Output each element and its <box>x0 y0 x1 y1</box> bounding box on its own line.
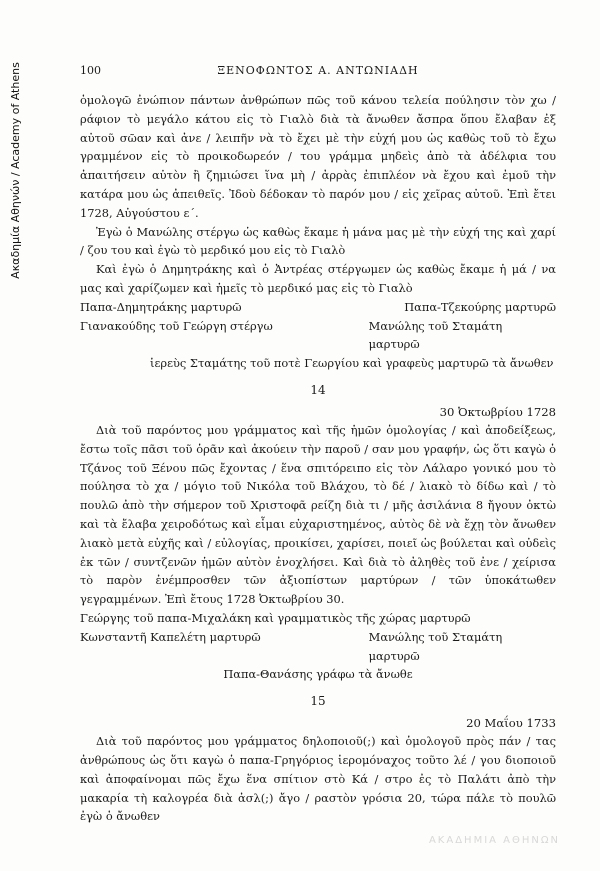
doc14-signatures-row <box>80 628 556 666</box>
doc13-signature: Παπα-Τζεκούρης μαρτυρῶ <box>404 299 556 314</box>
doc13-signature: Μανώλης τοῦ Σταμάτη μαρτυρῶ <box>368 318 503 352</box>
doc15-number: 15 <box>310 694 326 709</box>
doc13-signature: ἱερεὺς Σταμάτης τοῦ ποτὲ Γεωργίου καὶ γραφεὺς μαρτυρῶ τὰ ἄνωθεν <box>150 356 554 371</box>
page-number: 100 <box>80 64 101 77</box>
doc15-paragraph-1: Διὰ τοῦ παρόντος μου γράμματος δηλοποιοῦ(;) καὶ ὁμολογοῦ πρὸς πάν / τας ἀνθρώπους ὡς ὅτι καγὼ ὁ παπα-Γρηγόριος ἱερομόναχος τοῦτο λέ / γου διοποιοῦ καὶ ἀποφαίνομαι πῶς ἔχω ἕνα σπίτιον στὸ Κά / στρο ἐς τὸ Παλάτι ἀπὸ τὴν μακαρία τὴ καλογρέα διὰ ἀσλ(;) ἄγο / ραστὸν γρόσια 20, τώρα πάλε τὸ πουλῶ ἐγὼ ὁ ἄνωθεν <box>80 734 556 824</box>
archive-sidebar-label: Ακαδημία Αθηνών / Academy of Athens <box>8 61 22 279</box>
doc14-signature: Παπα-Θανάσης γράφω τὰ ἄνωθε <box>223 667 413 682</box>
doc14-paragraph-1: Διὰ τοῦ παρόντος μου γράμματος καὶ τῆς ἡμῶν ὁμολογίας / καὶ ἀποδείξεως, ἔστω τοῖς πᾶσι τοῦ ὁρᾶν καὶ ἀκούειν τὴν παροῦ / σαν μου γραφήν, ὡς ὅτι καγὼ ὁ Τζάνος τοῦ Ξένου πῶς ἔχοντας / ἕνα σπιτόρειπο εἰς τὸν Λάλαρο γονικό μου τὸ πούλησα τὸ χα / μόγιο τοῦ Νικόλα τοῦ Βλάχου, τὸ δέ / λιακὸ τὸ δίδω καὶ / τὸ πουλῶ ἀπὸ τὴν σήμερον τοῦ Χριστοφᾶ ρείζη διὰ τι / μῆς ἀσιλάνια 8 ἤγουν ὀκτὼ καὶ τὰ ἔλαβα χειροδότως καὶ εἶμαι εὐχαριστημένος, αὐτὸς δὲ νὰ ἔχῃ τὸν ἄνωθεν λιακὸ μετὰ εὐχῆς καὶ / εὐλογίας, προικίσει, χαρίσει, ποιεῖ ὡς βούλεται καὶ οὐδεὶς ἐκ τῶν / συντζενῶν ἡμῶν αὐτὸν ἐνοχλήσει. Καὶ διὰ τὸ ἀληθὲς τοῦ ἐνε / χείρισα τὸ παρὸν ἐνέμπροσθεν τῶν ἀξιοπίστων μαρτύρων / τῶν ὑποκάτωθεν γεγραμμένων. Ἐπὶ ἔτους 1728 Ὀκτωβρίου 30. <box>80 422 556 607</box>
doc13-signatures-row-1 <box>80 298 556 317</box>
doc15-date: 20 Μαΐου 1733 <box>466 716 556 731</box>
doc13-signature: Παπα-Δημητράκης μαρτυρῶ <box>80 299 242 314</box>
doc13-signature: Γιανακούδης τοῦ Γεώργη στέργω <box>80 318 273 333</box>
book-page <box>80 64 556 826</box>
doc13-signatures-row-2 <box>80 317 556 355</box>
doc14-signature-line <box>80 609 556 628</box>
doc14-number: 14 <box>310 382 326 397</box>
doc14-signature: Γεώργης τοῦ παπα-Μιχαλάκη καὶ γραμματικὸς τῆς χώρας μαρτυρῶ <box>80 610 471 625</box>
archive-sidebar <box>2 40 28 300</box>
doc14-date: 30 Ὀκτωβρίου 1728 <box>439 404 556 419</box>
doc13-paragraph-1: ὁμολογῶ ἐνώπιον πάντων ἀνθρώπων πῶς τοῦ κάνου τελεία πούλησιν τὸν χω / ράφιον τὸ μεγάλο κάτου εἰς τὸ Γιαλὸ διὰ τὰ ἄνωθεν ἄσπρα ὅπου ἔλαβαν ἐξ αὐτοῦ σῶαν καὶ ἀνε / λειπῆν νὰ τὸ ἔχει μὲ τὴν εὐχή μου ὡς καθὼς τοῦ τὸ ἔχω γραμμένον εἰς τὸ προικοδωρεόν / του γράμμα μηδεὶς ἀπὸ τὰ ἀδέλφια του ἀπαιτήσειν αὐτὸν ἢ ζημιώσει ἵνα μὴ / ἀρρὰς ἐπιπλέον νὰ ἔχου καὶ ἐμοῦ τὴν κατάρα μου ὡς ἀπειθεῖς. Ἰδοὺ δέδοκαν τὸ παρόν μου / εἰς χεῖρας αὐτοῦ. Ἐπὶ ἔτει 1728, Αὐγούστου ε΄. <box>80 93 556 220</box>
page-header <box>80 64 556 77</box>
doc14-signature: Μανώλης τοῦ Σταμάτη μαρτυρῶ <box>368 629 503 663</box>
doc14-signature: Κωνσταντῆ Καπελέτη μαρτυρῶ <box>80 629 261 644</box>
doc13-paragraph-2: Ἐγὼ ὁ Μανώλης στέργω ὡς καθὼς ἔκαμε ἡ μάνα μας μὲ τὴν εὐχή της καὶ χαρί / ζου του καὶ ἐγὼ τὸ μερδικό μου εἰς τὸ Γιαλὸ <box>80 224 556 258</box>
doc13-paragraph-3: Καὶ ἐγὼ ὁ Δημητράκης καὶ ὁ Ἀντρέας στέργωμεν ὡς καθὼς ἔκαμε ἡ μά / να μας καὶ χαρίζωμεν καὶ ἡμεῖς τὸ μερδικό μας εἰς τὸ Γιαλὸ <box>80 262 556 295</box>
archive-watermark: ΑΚΑΔΗΜΙΑ ΑΘΗΝΩΝ <box>428 835 560 846</box>
running-title: ΞΕΝΟΦΩΝΤΟΣ Α. ΑΝΤΩΝΙΑΔΗ <box>217 64 419 77</box>
